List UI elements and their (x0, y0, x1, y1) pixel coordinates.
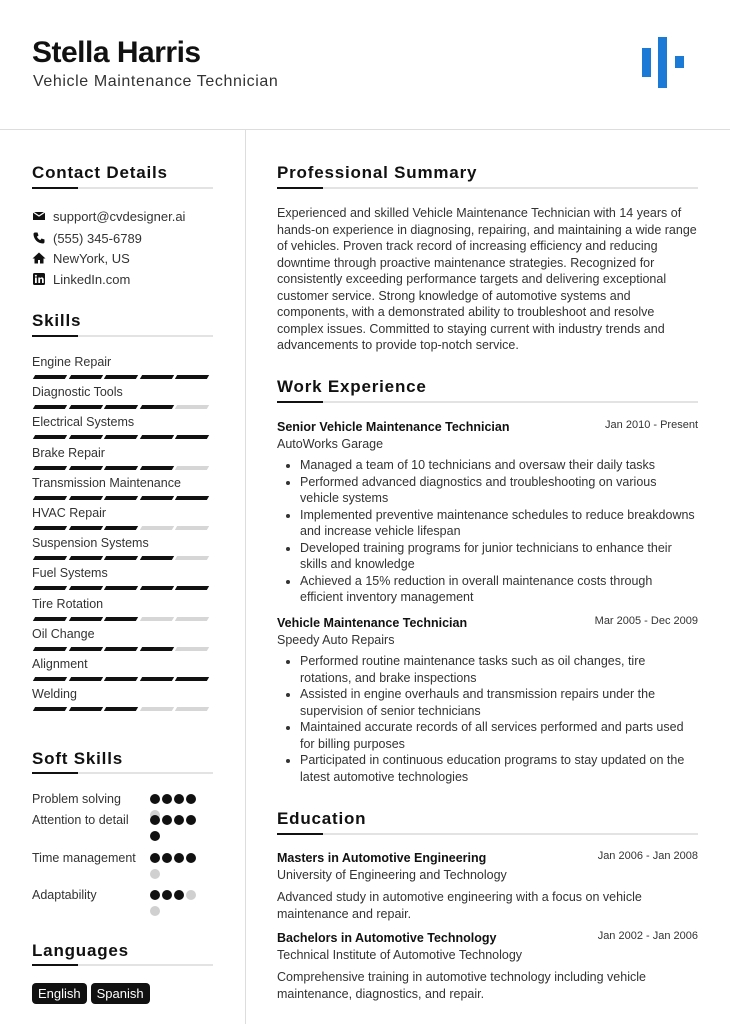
skill-level-segment (68, 707, 102, 711)
soft-skill-item (32, 812, 213, 829)
skill-level-segment (68, 526, 102, 530)
summary-text: Experienced and skilled Vehicle Maintenance Technician with 14 years of hands-on experience in diagnosing, repairing, and maintaining a wide range of vehicles. Proven track record of increasing efficiency and reducing downtime through proactive maintenance strategies. Recognized for consistently exceeding performance targets and delivering exceptional customer service. Strong knowledge of automotive systems and components, with a demonstrated ability to troubleshoot and resolve complex issues. Committed to staying current with industry trends and advancements to provide top-notch service. (277, 206, 697, 352)
job-title: Vehicle Maintenance Technician (277, 616, 468, 630)
summary-heading: Professional Summary (277, 163, 478, 182)
skill-label: Electrical Systems (32, 415, 135, 430)
skill-level-bar (34, 405, 212, 409)
skills-heading: Skills (32, 311, 82, 330)
education-description: Advanced study in automotive engineering with a focus on vehicle maintenance and repair. (277, 890, 642, 921)
job-bullet: Assisted in engine overhauls and transmission repairs under the supervision of senior technicians (277, 686, 698, 719)
school-name: Technical Institute of Automotive Technology (277, 948, 523, 962)
skill-level-bar (34, 707, 212, 711)
skill-level-segment (139, 435, 173, 439)
education-dates: Jan 2006 - Jan 2008 (597, 850, 698, 862)
job-bullet: Participated in continuous education programs to stay updated on the latest automotive technologies (277, 752, 698, 785)
degree-title: Bachelors in Automotive Technology (277, 931, 497, 945)
rating-dot (186, 794, 196, 804)
soft-skill-item (32, 791, 213, 808)
skill-level-segment (104, 496, 138, 500)
skill-label: Fuel Systems (32, 566, 108, 581)
skill-level-segment (68, 405, 102, 409)
skill-level-segment (139, 647, 173, 651)
skill-level-segment (104, 556, 138, 560)
skill-level-bar (34, 466, 212, 470)
rating-dot (174, 890, 184, 900)
linkedin-icon (32, 272, 46, 286)
skill-level-segment (68, 435, 102, 439)
skill-level-segment (33, 405, 67, 409)
skill-level-segment (104, 617, 138, 621)
skill-level-segment (139, 556, 173, 560)
skill-level-segment (33, 647, 67, 651)
soft-skill-rating (150, 853, 200, 885)
rating-dot (162, 815, 172, 825)
skill-level-segment (104, 526, 138, 530)
skill-item (32, 597, 213, 612)
skill-level-bar (34, 435, 212, 439)
job-title: Senior Vehicle Maintenance Technician (277, 420, 510, 434)
job-bullets (277, 653, 698, 785)
skill-item (32, 415, 213, 430)
section-rule (277, 401, 698, 403)
rating-dot (150, 815, 160, 825)
skill-level-segment (175, 375, 209, 379)
skill-level-segment (139, 496, 173, 500)
job-bullet: Performed routine maintenance tasks such as oil changes, tire rotations, and brake inspections (277, 653, 698, 686)
skill-level-segment (175, 707, 209, 711)
job-dates: Jan 2010 - Present (605, 419, 698, 431)
contact-heading: Contact Details (32, 163, 168, 182)
skill-level-segment (139, 707, 173, 711)
skill-level-segment (139, 405, 173, 409)
job-bullet: Performed advanced diagnostics and troubleshooting on various vehicle systems (277, 474, 698, 507)
skill-level-segment (175, 677, 209, 681)
skill-level-bar (34, 677, 212, 681)
skill-level-segment (175, 496, 209, 500)
rating-dot (150, 831, 160, 841)
skill-level-segment (139, 375, 173, 379)
home-icon (32, 251, 46, 265)
skill-level-segment (33, 466, 67, 470)
education-entry (277, 850, 698, 925)
contact-phone-text: (555) 345-6789 (53, 230, 142, 246)
skill-level-bar (34, 556, 212, 560)
soft-skill-label: Time management (32, 851, 136, 865)
skill-item (32, 536, 213, 551)
skill-level-segment (33, 435, 67, 439)
skill-level-segment (33, 586, 67, 590)
job-company: AutoWorks Garage (277, 437, 384, 451)
soft-skill-rating (150, 890, 200, 922)
skill-level-segment (104, 647, 138, 651)
skill-level-segment (139, 466, 173, 470)
soft-skill-label: Problem solving (32, 792, 121, 806)
languages-list (32, 983, 154, 1004)
contact-linkedin-text: LinkedIn.com (53, 271, 131, 287)
skill-level-segment (139, 586, 173, 590)
candidate-name: Stella Harris (32, 36, 201, 69)
skill-level-segment (104, 375, 138, 379)
section-rule (277, 833, 698, 835)
skill-label: Transmission Maintenance (32, 475, 181, 490)
job-bullet: Managed a team of 10 technicians and oversaw their daily tasks (277, 457, 698, 474)
soft-skill-item (32, 850, 213, 867)
section-rule (32, 187, 213, 189)
job-bullet: Achieved a 15% reduction in overall maintenance costs through efficient inventory management (277, 573, 698, 606)
skill-level-segment (104, 466, 138, 470)
skill-level-segment (68, 586, 102, 590)
degree-title: Masters in Automotive Engineering (277, 851, 487, 865)
skill-label: Diagnostic Tools (32, 385, 123, 400)
skill-level-segment (33, 617, 67, 621)
section-rule (32, 772, 213, 774)
job-entry (277, 419, 698, 609)
skill-label: Welding (32, 687, 77, 702)
job-bullet: Maintained accurate records of all services performed and parts used for billing purposes (277, 719, 698, 752)
rating-dot (186, 890, 196, 900)
rating-dot (162, 794, 172, 804)
skill-level-segment (139, 617, 173, 621)
skill-label: Suspension Systems (32, 536, 149, 551)
soft-skill-label: Attention to detail (32, 813, 129, 827)
education-dates: Jan 2002 - Jan 2006 (597, 930, 698, 942)
skill-item (32, 355, 213, 370)
education-heading: Education (277, 809, 367, 828)
soft-skill-label: Adaptability (32, 888, 97, 902)
skill-item (32, 506, 213, 521)
skill-level-segment (175, 647, 209, 651)
job-bullet: Developed training programs for junior technicians to enhance their skills and knowledge (277, 540, 698, 573)
skill-label: Brake Repair (32, 445, 105, 460)
skill-level-segment (139, 677, 173, 681)
skill-level-bar (34, 647, 212, 651)
skill-item (32, 476, 213, 491)
skill-level-segment (175, 526, 209, 530)
job-bullet: Implemented preventive maintenance schedules to reduce breakdowns and increase vehicle lifespan (277, 507, 698, 540)
section-rule (277, 187, 698, 189)
skill-level-segment (104, 435, 138, 439)
rating-dot (162, 853, 172, 863)
skill-level-segment (104, 707, 138, 711)
candidate-title: Vehicle Maintenance Technician (33, 73, 279, 90)
school-name: University of Engineering and Technology (277, 868, 507, 882)
contact-email[interactable] (32, 208, 185, 224)
rating-dot (186, 815, 196, 825)
skill-item (32, 627, 213, 642)
skill-level-segment (139, 526, 173, 530)
language-badge: Spanish (91, 983, 150, 1004)
skill-label: Alignment (32, 657, 88, 671)
skill-item (32, 385, 213, 400)
skill-level-bar (34, 496, 212, 500)
skill-level-segment (33, 677, 67, 681)
job-entry (277, 615, 698, 790)
skill-item (32, 657, 213, 672)
job-bullets (277, 457, 698, 606)
skill-level-bar (34, 526, 212, 530)
resume-header (0, 0, 730, 130)
skill-level-bar (34, 586, 212, 590)
education-description: Comprehensive training in automotive technology including vehicle maintenance, diagnostics, and repair. (277, 970, 646, 1001)
rating-dot (150, 794, 160, 804)
skill-level-segment (33, 526, 67, 530)
skill-level-segment (68, 466, 102, 470)
rating-dot (186, 853, 196, 863)
section-rule (32, 964, 213, 966)
rating-dot (174, 853, 184, 863)
rating-dot (150, 906, 160, 916)
skill-level-segment (68, 677, 102, 681)
brand-logo-icon (642, 37, 686, 89)
rating-dot (174, 794, 184, 804)
skill-level-segment (104, 677, 138, 681)
skill-label: Engine Repair (32, 355, 112, 369)
skill-level-bar (34, 617, 212, 621)
skill-level-segment (68, 617, 102, 621)
section-rule (32, 335, 213, 337)
skill-level-segment (33, 707, 67, 711)
skill-level-segment (175, 556, 209, 560)
languages-heading: Languages (32, 941, 129, 960)
soft-skill-rating (150, 815, 200, 847)
contact-linkedin[interactable] (32, 271, 130, 287)
job-dates: Mar 2005 - Dec 2009 (594, 615, 698, 627)
skill-level-segment (175, 617, 209, 621)
skill-level-segment (33, 496, 67, 500)
education-entry (277, 930, 698, 1005)
skill-level-segment (68, 556, 102, 560)
skill-level-segment (68, 496, 102, 500)
skill-label: Oil Change (32, 626, 95, 641)
skill-item (32, 566, 213, 581)
contact-location-text: NewYork, US (53, 250, 130, 266)
rating-dot (174, 815, 184, 825)
rating-dot (150, 853, 160, 863)
skill-level-segment (33, 556, 67, 560)
job-company: Speedy Auto Repairs (277, 633, 395, 647)
skill-item (32, 687, 213, 702)
soft-skill-item (32, 887, 213, 904)
contact-location (32, 250, 130, 266)
skill-level-segment (68, 647, 102, 651)
rating-dot (150, 890, 160, 900)
contact-email-text: support@cvdesigner.ai (53, 208, 186, 224)
skill-level-segment (104, 405, 138, 409)
skill-level-segment (175, 435, 209, 439)
phone-icon (32, 231, 46, 245)
rating-dot (162, 890, 172, 900)
skill-item (32, 446, 213, 461)
language-badge: English (32, 983, 87, 1004)
skill-level-segment (175, 586, 209, 590)
skill-level-segment (33, 375, 67, 379)
column-divider (245, 130, 246, 1024)
contact-phone[interactable] (32, 230, 142, 246)
skill-level-segment (68, 375, 102, 379)
skill-label: Tire Rotation (32, 596, 104, 611)
soft-skills-heading: Soft Skills (32, 749, 123, 768)
skill-label: HVAC Repair (32, 506, 107, 520)
skill-level-segment (175, 466, 209, 470)
experience-heading: Work Experience (277, 377, 427, 396)
skill-level-bar (34, 375, 212, 379)
envelope-icon (32, 209, 46, 223)
skill-level-segment (104, 586, 138, 590)
rating-dot (150, 869, 160, 879)
skill-level-segment (175, 405, 209, 409)
